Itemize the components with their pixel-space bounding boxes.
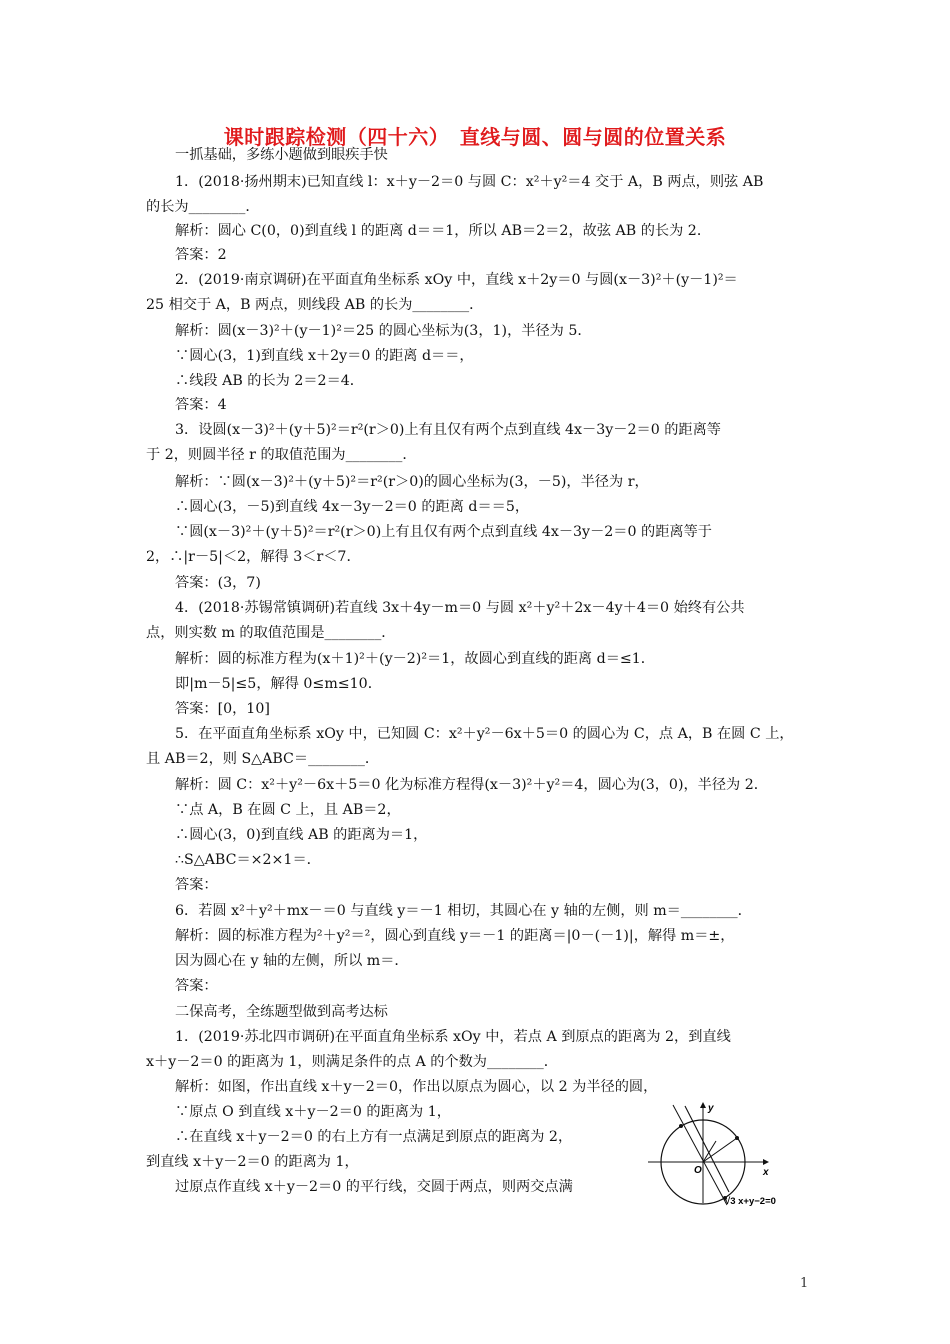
text-line: 3．设圆(x－3)²＋(y＋5)²＝r²(r＞0)上有且仅有两个点到直线 4x－3y－2＝0 的距离等 — [175, 422, 721, 438]
text-line: 的长为________． — [146, 199, 260, 215]
text-line: 解析：如图，作出直线 x＋y－2＝0，作出以原点为圆心，以 2 为半径的圆， — [175, 1079, 658, 1095]
text-line: 答案：4 — [175, 397, 227, 413]
x-axis-arrow-icon — [763, 1159, 769, 1165]
text-line: 1．(2019·苏北四市调研)在平面直角坐标系 xOy 中，若点 A 到原点的距离为 2，到直线 — [175, 1029, 731, 1045]
text-line: 2．(2019·南京调研)在平面直角坐标系 xOy 中，直线 x＋2y＝0 与圆(x－3)²＋(y－1)²＝ — [175, 272, 738, 288]
line-equation-label: √3 x+y−2=0 — [725, 1196, 776, 1207]
text-line: 2，∴|r－5|＜2，解得 3＜r＜7． — [146, 549, 361, 565]
text-line: ∵原点 O 到直线 x＋y－2＝0 的距离为 1， — [175, 1104, 451, 1120]
text-line: ∴在直线 x＋y－2＝0 的右上方有一点满足到原点的距离为 2， — [175, 1129, 573, 1145]
text-line: 解析：圆 C：x²＋y²－6x＋5＝0 化为标准方程得(x－3)²＋y²＝4，圆心为(3，0)，半径为 2． — [175, 777, 768, 793]
text-line: 5．在平面直角坐标系 xOy 中，已知圆 C：x²＋y²－6x＋5＝0 的圆心为 C，点 A，B 在圆 C 上， — [175, 726, 794, 742]
text-line: 6．若圆 x²＋y²＋mx－＝0 与直线 y＝－1 相切，其圆心在 y 轴的左侧，则 m＝________． — [175, 903, 752, 919]
text-line: 答案： — [175, 978, 218, 994]
text-line: 4．(2018·苏锡常镇调研)若直线 3x＋4y－m＝0 与圆 x²＋y²＋2x－4y＋4＝0 始终有公共 — [175, 600, 745, 616]
tangent-point — [735, 1136, 739, 1140]
y-axis-arrow-icon — [700, 1102, 706, 1108]
text-line: ∴圆心(3，－5)到直线 4x－3y－2＝0 的距离 d＝＝5， — [175, 499, 530, 515]
text-line: ∵圆(x－3)²＋(y＋5)²＝r²(r＞0)上有且仅有两个点到直线 4x－3y－2＝0 的距离等于 — [175, 524, 712, 540]
text-line: ∵点 A，B 在圆 C 上，且 AB＝2， — [175, 802, 401, 818]
text-line: 答案：[0，10] — [175, 701, 270, 717]
page-number: 1 — [800, 1276, 809, 1291]
x-axis-label: x — [763, 1167, 769, 1178]
text-line: 答案： — [175, 877, 218, 893]
text-line: 解析：∵圆(x－3)²＋(y＋5)²＝r²(r＞0)的圆心坐标为(3，－5)，半径为 r， — [175, 474, 649, 490]
text-line: 到直线 x＋y－2＝0 的距离为 1， — [146, 1154, 359, 1170]
text-line: 25 相交于 A，B 两点，则线段 AB 的长为________． — [146, 297, 484, 313]
text-line: 点，则实数 m 的取值范围是________． — [146, 625, 396, 641]
text-line: 解析：圆心 C(0，0)到直线 l 的距离 d＝＝1，所以 AB＝2＝2，故弦 AB 的长为 2． — [175, 223, 712, 239]
text-line: x＋y－2＝0 的距离为 1，则满足条件的点 A 的个数为________． — [146, 1054, 558, 1070]
y-axis-label: y — [708, 1103, 714, 1114]
text-line: 1．(2018·扬州期末)已知直线 l：x＋y－2＝0 与圆 C：x²＋y²＝4 交于 A，B 两点，则弦 AB — [175, 174, 764, 190]
text-line: 解析：圆的标准方程为(x＋1)²＋(y－2)²＝1，故圆心到直线的距离 d＝≤1． — [175, 651, 655, 667]
text-line: 于 2，则圆半径 r 的取值范围为________． — [146, 447, 417, 463]
text-line: 解析：圆(x－3)²＋(y－1)²＝25 的圆心坐标为(3，1)，半径为 5． — [175, 323, 592, 339]
text-line: 因为圆心在 y 轴的左侧，所以 m＝． — [175, 953, 409, 969]
text-line: ∴圆心(3，0)到直线 AB 的距离为＝1， — [175, 827, 428, 843]
text-line: ∵圆心(3，1)到直线 x＋2y＝0 的距离 d＝＝， — [175, 348, 474, 364]
circle-line-figure — [645, 1100, 805, 1210]
intersection-point — [679, 1124, 683, 1128]
text-line: 答案：2 — [175, 247, 227, 263]
text-line: 一抓基础，多练小题做到眼疾手快 — [175, 147, 388, 163]
page-title: 课时跟踪检测（四十六） 直线与圆、圆与圆的位置关系 — [223, 125, 727, 149]
text-line: 过原点作直线 x＋y－2＝0 的平行线，交圆于两点，则两交点满 — [175, 1179, 573, 1195]
given-line — [685, 1106, 729, 1192]
text-line: 答案：(3，7) — [175, 575, 261, 591]
text-line: 二保高考，全练题型做到高考达标 — [175, 1004, 388, 1020]
text-line: 解析：圆的标准方程为²＋y²＝²，圆心到直线 y＝－1 的距离＝|0－(－1)|，解得 m＝±， — [175, 928, 735, 944]
text-line: 即|m－5|≤5，解得 0≤m≤10． — [175, 676, 382, 692]
origin-label: O — [694, 1165, 702, 1176]
text-line: ∴线段 AB 的长为 2＝2＝4． — [175, 373, 364, 389]
text-line: ∴S△ABC＝×2×1＝． — [175, 852, 321, 868]
text-line: 且 AB＝2，则 S△ABC＝________． — [146, 751, 380, 767]
